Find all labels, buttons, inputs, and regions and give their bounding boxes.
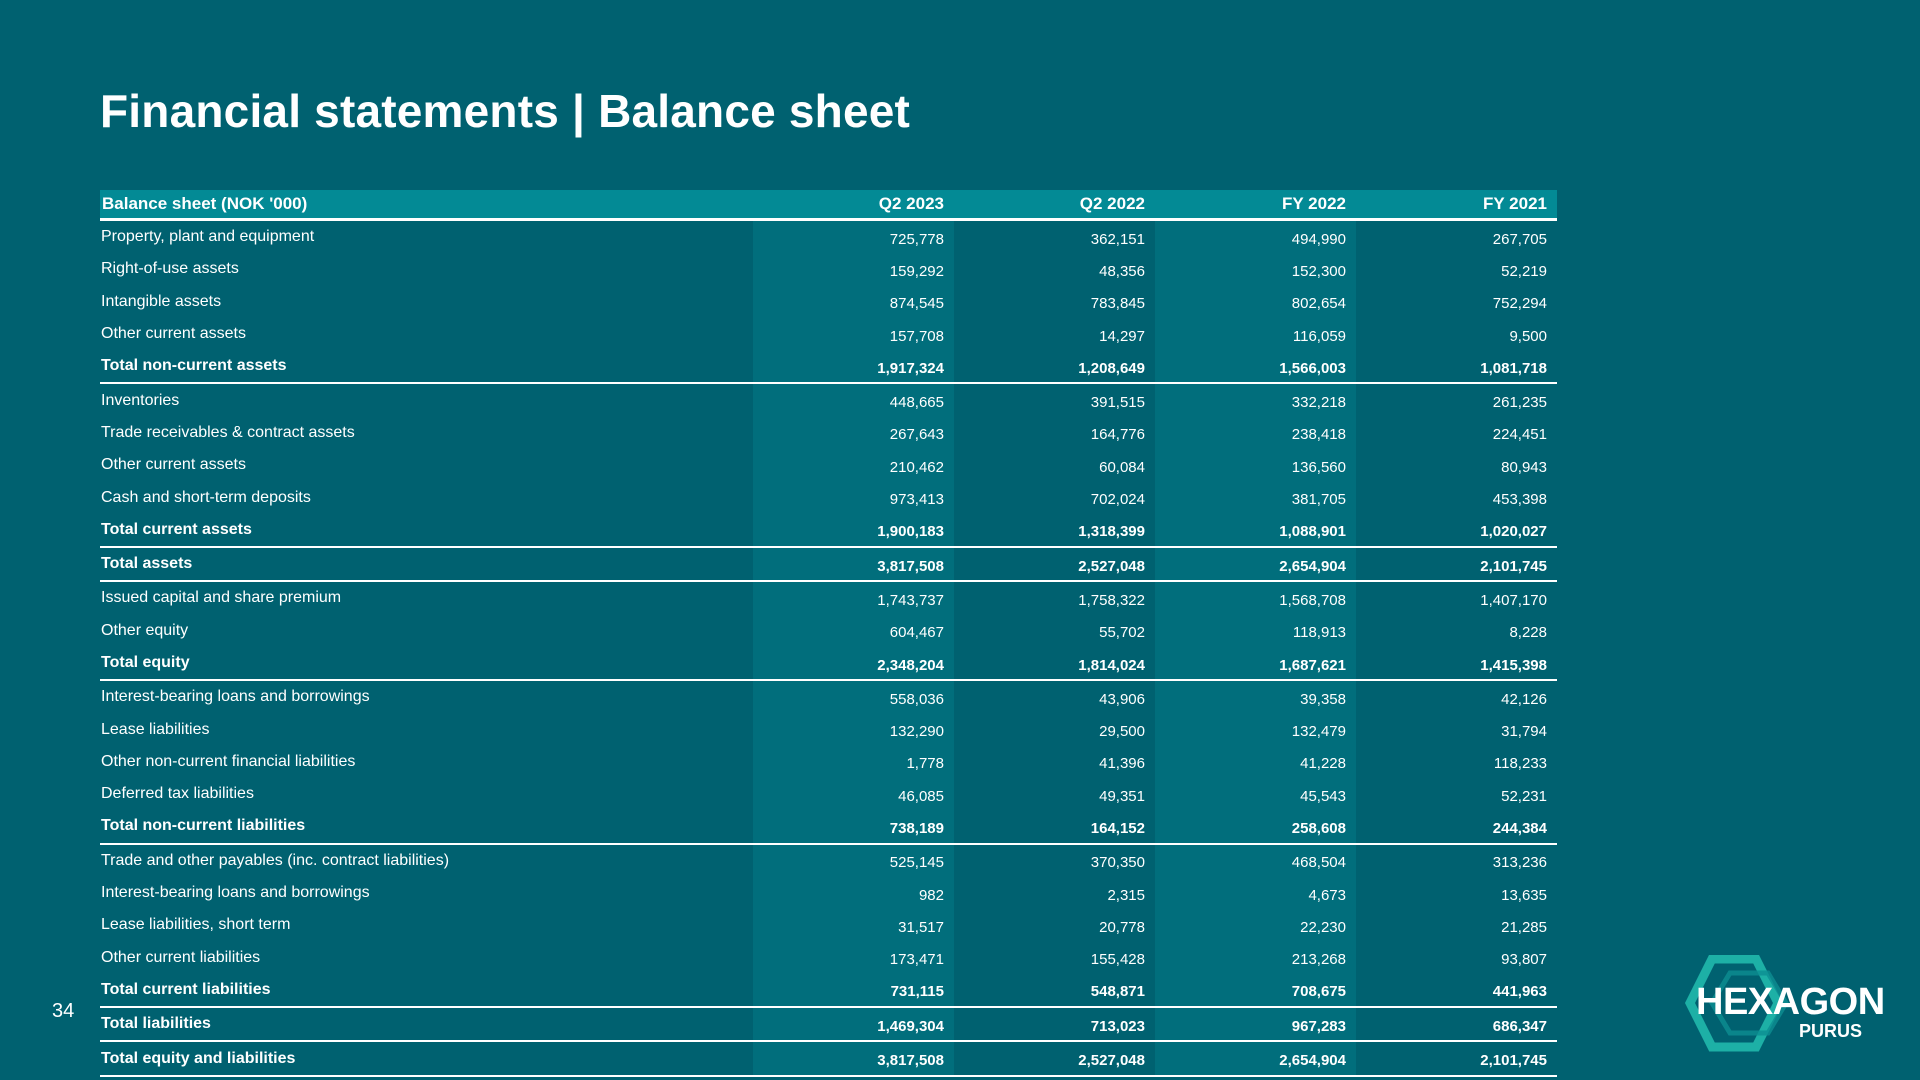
cell-value: 702,024 (1090, 491, 1145, 509)
cell-value: 45,543 (1155, 778, 1356, 810)
cell-value: 686,347 (1356, 1007, 1557, 1041)
cell-value: 1,758,322 (1078, 591, 1145, 609)
cell-value: 1,566,003 (1155, 350, 1356, 383)
cell-value: 132,290 (753, 713, 954, 745)
table-row (100, 746, 1557, 778)
table-total-row (100, 514, 1557, 547)
cell-value: 2,654,904 (1155, 1041, 1356, 1075)
cell-value: 60,084 (1099, 458, 1145, 476)
cell-value: 802,654 (1155, 286, 1356, 318)
table-row (100, 449, 1557, 481)
cell-value: 1,469,304 (753, 1007, 954, 1041)
cell-value: 118,233 (1493, 755, 1547, 773)
page-number: 34 (52, 1000, 75, 1022)
table-row (100, 615, 1557, 647)
cell-value: 738,189 (753, 810, 954, 843)
cell-value: 157,708 (753, 318, 954, 350)
cell-value: 708,675 (1155, 974, 1356, 1007)
table-total-row (100, 1007, 1557, 1041)
column-header-q2-2023: Q2 2023 (753, 190, 954, 220)
table-row (100, 253, 1557, 285)
cell-value: 152,300 (1155, 253, 1356, 285)
balance-sheet-table (100, 190, 1557, 1077)
cell-value: 973,413 (753, 481, 954, 513)
cell-value: 313,236 (1492, 854, 1547, 872)
cell-value: 39,358 (1155, 680, 1356, 713)
column-header-label: Balance sheet (NOK '000) (100, 190, 753, 220)
row-label: Total non-current assets (100, 350, 753, 383)
cell-value: 558,036 (753, 680, 954, 713)
table-header-row (100, 190, 1557, 220)
cell-value: 31,517 (753, 909, 954, 941)
column-header-q2-2022: Q2 2022 (954, 190, 1155, 220)
row-label: Total liabilities (100, 1007, 753, 1041)
cell-value: 224,451 (1492, 426, 1547, 444)
cell-value: 1,088,901 (1155, 514, 1356, 547)
cell-value: 725,778 (753, 220, 954, 254)
table-row (100, 481, 1557, 513)
table-total-row (100, 810, 1557, 843)
cell-value: 80,943 (1501, 458, 1547, 476)
row-label: Total assets (100, 547, 753, 581)
cell-value: 448,665 (753, 383, 954, 416)
cell-value: 1,743,737 (753, 581, 954, 614)
cell-value: 173,471 (753, 942, 954, 974)
table-total-row (100, 350, 1557, 383)
cell-value: 52,219 (1501, 262, 1547, 280)
row-label: Other current liabilities (101, 948, 261, 966)
cell-value: 13,635 (1501, 886, 1547, 904)
cell-value: 441,963 (1356, 974, 1557, 1007)
cell-value: 258,608 (1155, 810, 1356, 843)
table-row (100, 581, 1557, 614)
cell-value: 8,228 (1509, 624, 1547, 642)
cell-value: 93,807 (1501, 951, 1547, 969)
logo-subtitle: PURUS (1799, 1021, 1863, 1041)
row-label: Interest-bearing loans and borrowings (101, 884, 370, 902)
table-row (100, 680, 1557, 713)
cell-value: 604,467 (753, 615, 954, 647)
cell-value: 783,845 (1090, 295, 1145, 313)
table-total-row (100, 547, 1557, 581)
row-label: Issued capital and share premium (101, 589, 342, 607)
table-row (100, 383, 1557, 416)
cell-value: 42,126 (1501, 690, 1547, 708)
row-label: Lease liabilities (101, 720, 210, 738)
table-row (100, 417, 1557, 449)
cell-value: 453,398 (1492, 491, 1547, 509)
row-label: Interest-bearing loans and borrowings (101, 688, 370, 706)
cell-value: 46,085 (753, 778, 954, 810)
table-row (100, 286, 1557, 318)
cell-value: 332,218 (1155, 383, 1356, 416)
cell-value: 2,654,904 (1155, 547, 1356, 581)
cell-value: 22,230 (1155, 909, 1356, 941)
column-header-fy-2022: FY 2022 (1155, 190, 1356, 220)
cell-value: 155,428 (1090, 951, 1145, 969)
row-label: Trade receivables & contract assets (101, 423, 355, 441)
row-label: Right-of-use assets (101, 260, 239, 278)
cell-value: 391,515 (1090, 394, 1145, 412)
cell-value: 2,527,048 (954, 547, 1155, 581)
cell-value: 2,101,745 (1356, 1041, 1557, 1075)
cell-value: 3,817,508 (753, 1041, 954, 1075)
cell-value: 2,348,204 (753, 647, 954, 680)
table-row (100, 877, 1557, 909)
table-row (100, 318, 1557, 350)
cell-value: 14,297 (1099, 327, 1145, 345)
cell-value: 1,778 (753, 746, 954, 778)
cell-value: 982 (753, 877, 954, 909)
cell-value: 752,294 (1492, 295, 1547, 313)
cell-value: 261,235 (1492, 394, 1547, 412)
logo-wordmark: HEXAGON (1696, 981, 1885, 1023)
cell-value: 1,020,027 (1356, 514, 1557, 547)
cell-value: 4,673 (1155, 877, 1356, 909)
cell-value: 1,687,621 (1155, 647, 1356, 680)
cell-value: 55,702 (1099, 624, 1145, 642)
cell-value: 213,268 (1155, 942, 1356, 974)
cell-value: 1,568,708 (1155, 581, 1356, 614)
row-label: Total equity and liabilities (100, 1041, 753, 1075)
cell-value: 1,814,024 (954, 647, 1155, 680)
cell-value: 2,315 (1107, 886, 1145, 904)
table-row (100, 909, 1557, 941)
hexagon-purus-logo (1672, 955, 1892, 1055)
cell-value: 159,292 (753, 253, 954, 285)
cell-value: 49,351 (1099, 787, 1145, 805)
table-total-row (100, 974, 1557, 1007)
row-label: Total current assets (100, 514, 753, 547)
row-label: Inventories (101, 391, 180, 409)
row-label: Other current assets (101, 325, 246, 343)
table-row (100, 844, 1557, 877)
cell-value: 370,350 (1090, 854, 1145, 872)
cell-value: 116,059 (1155, 318, 1356, 350)
cell-value: 41,228 (1155, 746, 1356, 778)
cell-value: 381,705 (1155, 481, 1356, 513)
row-label: Trade and other payables (inc. contract liabilities) (101, 851, 450, 869)
cell-value: 525,145 (753, 844, 954, 877)
cell-value: 52,231 (1501, 787, 1547, 805)
cell-value: 713,023 (954, 1007, 1155, 1041)
cell-value: 41,396 (1099, 755, 1145, 773)
cell-value: 31,794 (1501, 723, 1547, 741)
table-total-row (100, 647, 1557, 680)
cell-value: 1,318,399 (954, 514, 1155, 547)
cell-value: 1,900,183 (753, 514, 954, 547)
cell-value: 548,871 (954, 974, 1155, 1007)
table-total-row (100, 1041, 1557, 1075)
cell-value: 731,115 (753, 974, 954, 1007)
cell-value: 362,151 (1090, 230, 1145, 248)
cell-value: 3,817,508 (753, 547, 954, 581)
row-label: Lease liabilities, short term (101, 916, 291, 934)
row-label: Other equity (101, 621, 189, 639)
cell-value: 967,283 (1155, 1007, 1356, 1041)
cell-value: 267,705 (1492, 230, 1547, 248)
cell-value: 210,462 (753, 449, 954, 481)
cell-value: 238,418 (1155, 417, 1356, 449)
cell-value: 43,906 (1099, 690, 1145, 708)
cell-value: 9,500 (1509, 327, 1547, 345)
table-row (100, 220, 1557, 254)
cell-value: 29,500 (1099, 723, 1145, 741)
row-label: Total current liabilities (100, 974, 753, 1007)
table-row (100, 942, 1557, 974)
row-label: Total non-current liabilities (100, 810, 753, 843)
cell-value: 1,081,718 (1356, 350, 1557, 383)
cell-value: 136,560 (1155, 449, 1356, 481)
cell-value: 1,208,649 (954, 350, 1155, 383)
row-label: Cash and short-term deposits (101, 488, 311, 506)
cell-value: 2,527,048 (954, 1041, 1155, 1075)
row-label: Property, plant and equipment (101, 228, 315, 246)
cell-value: 48,356 (1099, 262, 1145, 280)
row-label: Intangible assets (101, 292, 222, 310)
table-row (100, 713, 1557, 745)
cell-value: 164,776 (1090, 426, 1145, 444)
row-label: Deferred tax liabilities (101, 785, 254, 803)
row-label: Other current assets (101, 456, 246, 474)
balance-sheet-table-container (100, 190, 1557, 1077)
column-header-fy-2021: FY 2021 (1356, 190, 1557, 220)
page-title: Financial statements | Balance sheet (100, 85, 911, 137)
cell-value: 2,101,745 (1356, 547, 1557, 581)
cell-value: 267,643 (753, 417, 954, 449)
cell-value: 874,545 (753, 286, 954, 318)
cell-value: 468,504 (1155, 844, 1356, 877)
cell-value: 1,415,398 (1356, 647, 1557, 680)
table-row (100, 778, 1557, 810)
cell-value: 494,990 (1155, 220, 1356, 254)
cell-value: 164,152 (954, 810, 1155, 843)
cell-value: 20,778 (1099, 918, 1145, 936)
cell-value: 132,479 (1155, 713, 1356, 745)
row-label: Total equity (100, 647, 753, 680)
cell-value: 118,913 (1155, 615, 1356, 647)
cell-value: 1,917,324 (753, 350, 954, 383)
cell-value: 244,384 (1356, 810, 1557, 843)
cell-value: 21,285 (1501, 918, 1547, 936)
table-body (100, 220, 1557, 1076)
cell-value: 1,407,170 (1480, 591, 1547, 609)
row-label: Other non-current financial liabilities (101, 752, 356, 770)
